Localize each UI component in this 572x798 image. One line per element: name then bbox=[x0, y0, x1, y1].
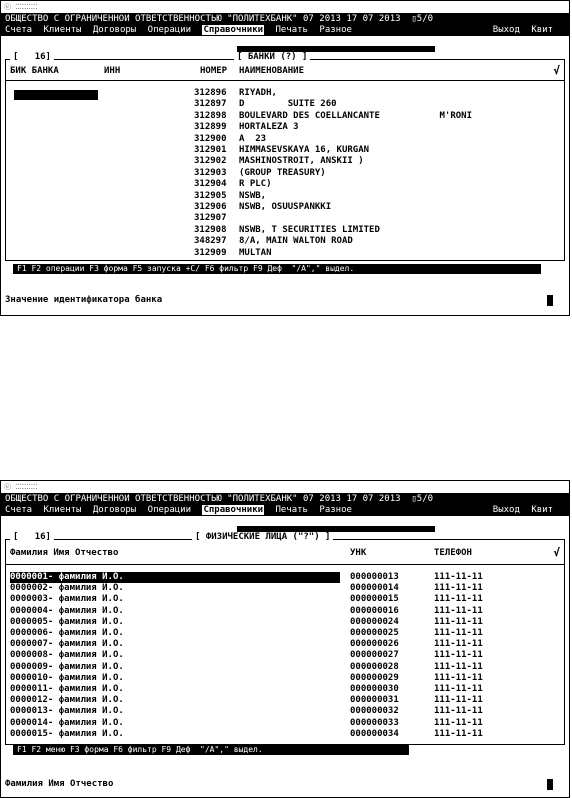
person-phone[interactable]: 111-11-11 bbox=[434, 572, 483, 582]
col-unk: УНК bbox=[350, 548, 367, 558]
person-fio[interactable]: 0000011- фамилия И.О. bbox=[10, 684, 124, 694]
person-unk[interactable]: 000000024 bbox=[350, 616, 399, 627]
menu-accounts[interactable]: Счета bbox=[5, 25, 33, 35]
check-icon[interactable]: √ bbox=[553, 546, 560, 559]
bank-name[interactable]: MASHINOSTROIT, ANSKII ) bbox=[239, 156, 364, 167]
person-unk[interactable]: 000000030 bbox=[350, 684, 399, 694]
person-phone[interactable]: 111-11-11 bbox=[434, 695, 483, 706]
person-fio[interactable]: 0000006- фамилия И.О. bbox=[10, 628, 124, 638]
menu-exit[interactable]: Выход bbox=[492, 25, 520, 35]
bank-number[interactable]: 312906 bbox=[194, 202, 227, 212]
person-fio[interactable]: 0000001- фамилия И.О. bbox=[10, 572, 124, 582]
person-phone[interactable]: 111-11-11 bbox=[434, 594, 483, 605]
person-fio[interactable]: 0000007- фамилия И.О. bbox=[10, 639, 124, 650]
bank-name[interactable]: NSWB, bbox=[239, 190, 267, 201]
person-phone[interactable]: 111-11-11 bbox=[434, 672, 483, 683]
bank-name[interactable]: A 23 bbox=[239, 133, 267, 144]
person-unk[interactable]: 000000033 bbox=[350, 717, 399, 728]
person-phone[interactable]: 111-11-11 bbox=[434, 706, 483, 717]
text-cursor bbox=[547, 779, 553, 790]
person-fio[interactable]: 0000004- фамилия И.О. bbox=[10, 605, 124, 616]
window-title: ⓔ ⁚⁚⁚⁚⁚⁚⁚⁚⁚⁚ bbox=[1, 481, 569, 494]
bank-number[interactable]: 312896 bbox=[194, 88, 227, 98]
person-fio[interactable]: 0000008- фамилия И.О. bbox=[10, 650, 124, 661]
menu-clients[interactable]: Клиенты bbox=[43, 25, 82, 35]
person-fio[interactable]: 0000012- фамилия И.О. bbox=[10, 695, 124, 706]
person-unk[interactable]: 000000028 bbox=[350, 661, 399, 672]
person-phone[interactable]: 111-11-11 bbox=[434, 650, 483, 661]
status-bar: F1 F2 меню F3 форма F6 фильтр F9 Деф "/А"," выдел. bbox=[13, 745, 409, 755]
person-phone[interactable]: 111-11-11 bbox=[434, 605, 483, 616]
bank-number[interactable]: 312904 bbox=[194, 179, 227, 190]
col-inn: ИНН bbox=[104, 66, 121, 76]
field-hint: Фамилия Имя Отчество bbox=[5, 779, 114, 789]
record-counter: [ 16] bbox=[10, 52, 54, 62]
bank-name[interactable]: 8/A, MAIN WALTON ROAD bbox=[239, 236, 353, 247]
col-phone: ТЕЛЕФОН bbox=[434, 548, 472, 558]
menu-clients[interactable]: Клиенты bbox=[43, 505, 82, 515]
bank-name[interactable]: R PLC) bbox=[239, 179, 272, 190]
menu-contracts[interactable]: Договоры bbox=[92, 505, 137, 515]
app-header: ОБЩЕСТВО С ОГРАНИЧЕННОЙ ОТВЕТСТВЕННОСТЬЮ "ПОЛИТЕХБАНК" 07 2013 17 07 2013 ▯5/0 bbox=[1, 494, 569, 505]
menu-directories[interactable]: Справочники bbox=[203, 505, 264, 515]
bank-number[interactable]: 312899 bbox=[194, 122, 227, 133]
person-fio[interactable]: 0000003- фамилия И.О. bbox=[10, 594, 124, 605]
person-fio[interactable]: 0000014- фамилия И.О. bbox=[10, 717, 124, 728]
person-phone[interactable]: 111-11-11 bbox=[434, 684, 483, 694]
bank-number[interactable]: 312898 bbox=[194, 110, 227, 121]
menu-print[interactable]: Печать bbox=[275, 505, 308, 515]
bank-number[interactable]: 312900 bbox=[194, 133, 227, 144]
person-phone[interactable]: 111-11-11 bbox=[434, 628, 483, 638]
bank-number[interactable]: 312902 bbox=[194, 156, 227, 167]
record-counter: [ 16] bbox=[10, 532, 54, 542]
bank-number[interactable]: 312901 bbox=[194, 145, 227, 155]
window-persons bbox=[0, 480, 570, 798]
person-phone[interactable]: 111-11-11 bbox=[434, 616, 483, 627]
col-name: НАИМЕНОВАНИЕ bbox=[239, 66, 305, 76]
person-unk[interactable]: 000000013 bbox=[350, 572, 399, 582]
pane-title: [ ФИЗИЧЕСКИЕ ЛИЦА ("?") ] bbox=[192, 532, 333, 542]
menu-operations[interactable]: Операции bbox=[147, 505, 192, 515]
text-cursor bbox=[547, 295, 553, 306]
person-unk[interactable]: 000000027 bbox=[350, 650, 399, 661]
main-menu bbox=[1, 25, 569, 36]
bank-name[interactable]: HIMMASEVSKAYA 16, KURGAN bbox=[239, 145, 370, 155]
header-separator bbox=[6, 80, 564, 81]
person-unk[interactable]: 000000016 bbox=[350, 605, 399, 616]
menu-contracts[interactable]: Договоры bbox=[92, 25, 137, 35]
window-title: ⓔ ⁚⁚⁚⁚⁚⁚⁚⁚⁚⁚ bbox=[1, 1, 569, 14]
bank-number[interactable]: 312907 bbox=[194, 213, 227, 224]
person-unk[interactable]: 000000015 bbox=[350, 594, 399, 605]
bank-number[interactable]: 312909 bbox=[194, 247, 227, 258]
bank-name[interactable]: HORTALEZA 3 bbox=[239, 122, 299, 133]
menu-operations[interactable]: Операции bbox=[147, 25, 192, 35]
bank-name[interactable]: NSWB, T SECURITIES LIMITED bbox=[239, 224, 380, 235]
person-phone[interactable]: 111-11-11 bbox=[434, 639, 483, 650]
bank-number[interactable]: 348297 bbox=[194, 236, 227, 247]
bank-name[interactable]: MULTAN bbox=[239, 247, 272, 258]
menu-print[interactable]: Печать bbox=[275, 25, 308, 35]
bank-number[interactable]: 312903 bbox=[194, 167, 227, 178]
person-unk[interactable]: 000000025 bbox=[350, 628, 399, 638]
menu-kvit[interactable]: Квит bbox=[531, 25, 553, 35]
person-unk[interactable]: 000000031 bbox=[350, 695, 399, 706]
person-fio[interactable]: 0000015- фамилия И.О. bbox=[10, 728, 124, 739]
status-bar: F1 F2 операции F3 форма F5 запуска +С/ F6 фильтр F9 Деф "/А"," выдел. bbox=[13, 264, 541, 274]
bank-name[interactable]: (GROUP TREASURY) bbox=[239, 167, 326, 178]
bank-name[interactable]: NSWB, OSUUSPANKKI bbox=[239, 202, 332, 212]
col-fio: Фамилия Имя Отчество bbox=[10, 548, 119, 558]
person-phone[interactable]: 111-11-11 bbox=[434, 728, 483, 739]
menu-accounts[interactable]: Счета bbox=[5, 505, 33, 515]
person-unk[interactable]: 000000014 bbox=[350, 583, 399, 594]
menu-exit[interactable]: Выход bbox=[492, 505, 520, 515]
menu-misc[interactable]: Разное bbox=[319, 505, 352, 515]
bank-name[interactable]: D SUITE 260 bbox=[239, 99, 337, 110]
bank-number[interactable]: 312897 bbox=[194, 99, 227, 110]
persons-pane bbox=[5, 532, 565, 745]
menu-kvit[interactable]: Квит bbox=[531, 505, 553, 515]
person-fio[interactable]: 0000010- фамилия И.О. bbox=[10, 672, 124, 683]
person-phone[interactable]: 111-11-11 bbox=[434, 717, 483, 728]
col-bik: БИК БАНКА bbox=[10, 66, 59, 76]
person-unk[interactable]: 000000026 bbox=[350, 639, 399, 650]
col-number: НОМЕР bbox=[200, 66, 228, 76]
bank-name[interactable]: BOULEVARD DES COELLANCANTE M'RONI bbox=[239, 110, 472, 121]
person-fio[interactable]: 0000009- фамилия И.О. bbox=[10, 661, 124, 672]
check-icon[interactable]: √ bbox=[553, 64, 560, 77]
person-fio[interactable]: 0000005- фамилия И.О. bbox=[10, 616, 124, 627]
person-unk[interactable]: 000000032 bbox=[350, 706, 399, 717]
person-fio[interactable]: 0000002- фамилия И.О. bbox=[10, 583, 124, 594]
person-phone[interactable]: 111-11-11 bbox=[434, 583, 483, 594]
bank-number[interactable]: 312905 bbox=[194, 190, 227, 201]
pane-title: [ БАНКИ (?) ] bbox=[234, 52, 310, 62]
main-menu bbox=[1, 505, 569, 516]
menu-misc[interactable]: Разное bbox=[319, 25, 352, 35]
window-banks bbox=[0, 0, 570, 316]
person-unk[interactable]: 000000029 bbox=[350, 672, 399, 683]
menu-directories[interactable]: Справочники bbox=[203, 25, 264, 35]
person-phone[interactable]: 111-11-11 bbox=[434, 661, 483, 672]
bank-name[interactable]: RIYADH, bbox=[239, 88, 277, 98]
selected-cell[interactable] bbox=[14, 90, 98, 100]
app-header: ОБЩЕСТВО С ОГРАНИЧЕННОЙ ОТВЕТСТВЕННОСТЬЮ "ПОЛИТЕХБАНК" 07 2013 17 07 2013 ▯5/0 bbox=[1, 14, 569, 25]
header-separator bbox=[6, 564, 564, 565]
person-unk[interactable]: 000000034 bbox=[350, 728, 399, 739]
banks-pane bbox=[5, 52, 565, 261]
bank-number[interactable]: 312908 bbox=[194, 224, 227, 235]
field-hint: Значение идентификатора банка bbox=[5, 295, 163, 305]
person-fio[interactable]: 0000013- фамилия И.О. bbox=[10, 706, 124, 717]
